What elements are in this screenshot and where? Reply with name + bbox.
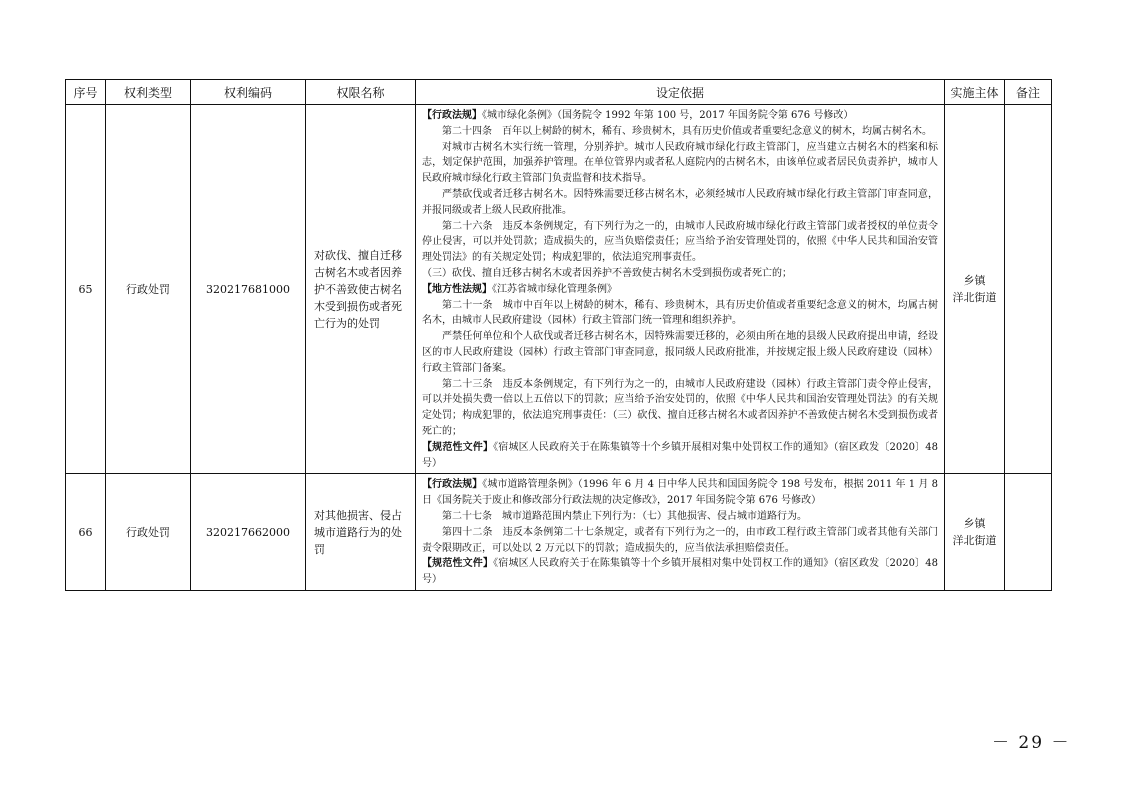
subject-line: 洋北街道 <box>952 534 997 548</box>
row-subject <box>945 105 1005 474</box>
row-subject <box>945 474 1005 591</box>
powers-table <box>65 79 1052 591</box>
basis-paragraph <box>422 282 938 298</box>
basis-paragraph <box>422 266 938 282</box>
basis-text: 第二十七条 城市道路范围内禁止下列行为：（七）其他损害、侵占城市道路行为。 <box>442 510 807 522</box>
basis-paragraph <box>422 329 938 376</box>
row-basis <box>416 105 945 474</box>
basis-paragraph <box>422 298 938 330</box>
table-row <box>66 105 1052 474</box>
basis-text: 第二十六条 违反本条例规定，有下列行为之一的，由城市人民政府城市绿化行政主管部门或者授权的单位责令停止侵害，可以并处罚款；造成损失的，应当负赔偿责任；应当给予治安管理处罚的，依照《中华人民共和国治安管理处罚法》的有关规定处罚；构成犯罪的，依法追究刑事责任。 <box>422 220 938 264</box>
basis-text: （三）砍伐、擅自迁移古树名木或者因养护不善致使古树名木受到损伤或者死亡的； <box>422 267 792 279</box>
basis-text: 第二十三条 违反本条例规定，有下列行为之一的，由城市人民政府建设（园林）行政主管部门责令停止侵害，可以并处损失费一倍以上五倍以下的罚款；应当给予治安处罚的，依照《中华人民共和国治安管理处罚法》的有关规定处罚；构成犯罪的，依法追究刑事责任：（三）砍伐、擅自迁移古树名木或者因养护不善致使古树名木受到损伤或者死亡的； <box>422 378 938 437</box>
row-code: 320217681000 <box>191 105 306 474</box>
basis-paragraph <box>422 124 938 140</box>
basis-paragraph <box>422 140 938 187</box>
header-note: 备注 <box>1005 80 1052 105</box>
basis-text: 第二十一条 城市中百年以上树龄的树木，稀有、珍贵树木，具有历史价值或者重要纪念意义的树木，均属古树名木，由城市人民政府建设（园林）行政主管部门统一管理和组织养护。 <box>422 299 938 327</box>
basis-heading: 【地方性法规】 <box>422 283 492 295</box>
basis-text: 《宿城区人民政府关于在陈集镇等十个乡镇开展相对集中处罚权工作的通知》（宿区政发〔2020〕48 号） <box>422 441 938 469</box>
basis-text: 《宿城区人民政府关于在陈集镇等十个乡镇开展相对集中处罚权工作的通知》（宿区政发〔2020〕48 号） <box>422 558 938 586</box>
basis-paragraph <box>422 440 938 472</box>
basis-text: 第二十四条 百年以上树龄的树木，稀有、珍贵树木，具有历史价值或者重要纪念意义的树木，均属古树名木。 <box>442 125 932 137</box>
subject-line: 乡镇 <box>963 517 986 531</box>
header-type: 权利类型 <box>106 80 191 105</box>
row-seq: 65 <box>66 105 106 474</box>
basis-paragraph <box>422 477 938 509</box>
table-row <box>66 474 1052 591</box>
row-basis <box>416 474 945 591</box>
basis-text: 《城市道路管理条例》（1996 年 6 月 4 日中华人民共和国国务院令 198 号发布，根据 2011 年 1 月 8 日《国务院关于废止和修改部分行政法规的决定修改》，2017 年国务院令第 676 号修改） <box>422 479 938 507</box>
basis-paragraph <box>422 108 938 124</box>
basis-heading: 【行政法规】 <box>422 110 482 121</box>
basis-text: 《城市绿化条例》（国务院令 1992 年第 100 号，2017 年国务院令第 676 号修改） <box>482 110 854 121</box>
basis-paragraph <box>422 509 938 525</box>
basis-heading: 【行政法规】 <box>422 479 483 491</box>
basis-heading: 【规范性文件】 <box>422 441 494 453</box>
basis-text: 《江苏省城市绿化管理条例》 <box>492 283 617 295</box>
basis-paragraph <box>422 377 938 440</box>
row-note <box>1005 105 1052 474</box>
basis-paragraph <box>422 525 938 557</box>
basis-heading: 【规范性文件】 <box>422 558 494 570</box>
row-note <box>1005 474 1052 591</box>
page-number: － 29 － <box>992 733 1071 753</box>
header-subject: 实施主体 <box>945 80 1005 105</box>
basis-paragraph <box>422 219 938 266</box>
row-seq: 66 <box>66 474 106 591</box>
header-name: 权限名称 <box>306 80 416 105</box>
basis-text: 严禁砍伐或者迁移古树名木。因特殊需要迁移古树名木，必须经城市人民政府城市绿化行政主管部门审查同意，并报同级或者上级人民政府批准。 <box>422 188 938 216</box>
basis-paragraph <box>422 187 938 219</box>
row-type: 行政处罚 <box>106 105 191 474</box>
subject-line: 乡镇 <box>963 274 986 288</box>
row-power-name: 对砍伐、擅自迁移古树名木或者因养护不善致使古树名木受到损伤或者死亡行为的处罚 <box>306 105 416 474</box>
row-code: 320217662000 <box>191 474 306 591</box>
row-power-name: 对其他损害、侵占城市道路行为的处罚 <box>306 474 416 591</box>
header-row <box>66 80 1052 105</box>
subject-line: 洋北街道 <box>952 291 997 305</box>
header-basis: 设定依据 <box>416 80 945 105</box>
header-code: 权利编码 <box>191 80 306 105</box>
row-type: 行政处罚 <box>106 474 191 591</box>
basis-paragraph <box>422 556 938 588</box>
basis-text: 第四十二条 违反本条例第二十七条规定，或者有下列行为之一的，由市政工程行政主管部门或者其他有关部门责令限期改正，可以处以 2 万元以下的罚款；造成损失的，应当依法承担赔偿责任。 <box>422 526 938 554</box>
basis-text: 对城市古树名木实行统一管理，分别养护。城市人民政府城市绿化行政主管部门，应当建立古树名木的档案和标志，划定保护范围，加强养护管理。在单位管界内或者私人庭院内的古树名木，由该单位或者居民负责养护，城市人民政府城市绿化行政主管部门负责监督和技术指导。 <box>422 141 938 185</box>
basis-text: 严禁任何单位和个人砍伐或者迁移古树名木，因特殊需要迁移的，必须由所在地的县级人民政府提出申请，经设区的市人民政府建设（园林）行政主管部门审查同意，报同级人民政府批准，并按规定报上级人民政府建设（园林）行政主管部门备案。 <box>422 331 938 374</box>
header-seq: 序号 <box>66 80 106 105</box>
